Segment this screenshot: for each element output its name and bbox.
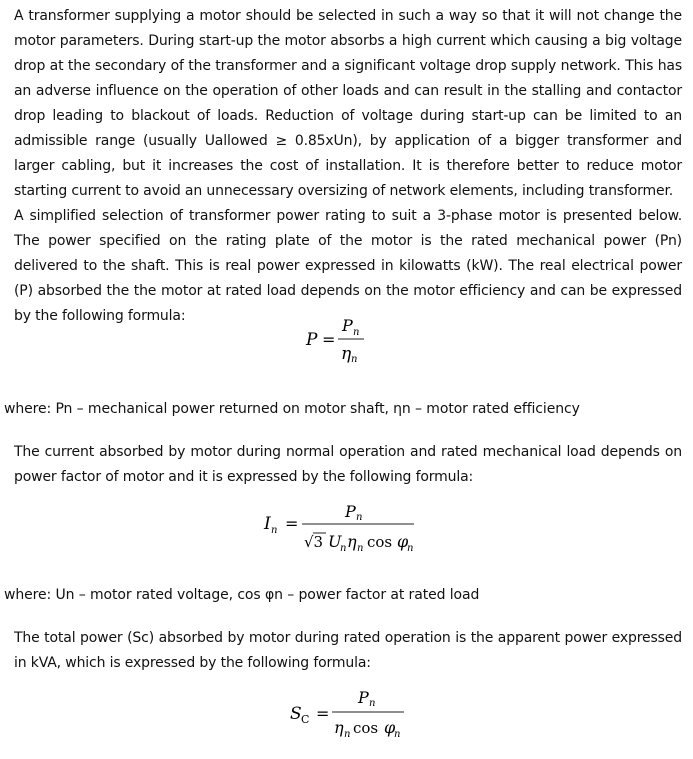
formula-lhs: S xyxy=(290,704,302,724)
formula-numerator: P xyxy=(345,502,356,521)
formula-phi-sub: n xyxy=(394,729,401,740)
where-definitions-2: where: Un – motor rated voltage, cos φn – power factor at rated load xyxy=(4,587,480,603)
formula-denominator-sub: n xyxy=(351,354,358,365)
paragraph-transformer-selection: A transformer supplying a motor should be selected in such a way so that it will not change the motor parameters. During start-up the motor absorbs a high current which causing a big voltage drop at the secondary of the transformer and a significant voltage drop supply network. This has an adverse influence on the operation of other loads and can result in the stalling and contactor drop leading to blackout of loads. Reduction of voltage during start-up can be limited to an admissible range (usually Uallowed ≥ 0.85xUn), by application of a bigger transformer and larger cabling, but it increases the cost of installation. It is therefore better to reduce motor starting current to avoid an unnecessary oversizing of network elements, including transformer. xyxy=(14,8,682,199)
formula-phi-sub: n xyxy=(407,543,414,554)
formula-cos: cos xyxy=(367,533,393,551)
formula-rated-current xyxy=(258,498,420,562)
paragraph-simplified-selection: A simplified selection of transformer power rating to suit a 3-phase motor is presented below. The power specified on the rating plate of the motor is the rated mechanical power (Pn) delivered to the shaft. This is real power expressed in kilowatts (kW). The real electrical power (P) absorbed the the motor at rated load depends on the motor efficiency and can be expressed by the following formula: xyxy=(14,208,682,324)
formula-numerator-sub: n xyxy=(356,512,363,523)
formula-efficiency: η xyxy=(347,532,357,551)
formula-electrical-power xyxy=(300,312,380,372)
formula-equals: = xyxy=(285,514,299,533)
paragraph-total-power: The total power (Sc) absorbed by motor during rated operation is the apparent power expressed in kVA, which is expressed by the following formula: xyxy=(14,630,682,671)
formula-voltage-sub: n xyxy=(340,543,347,554)
where-definitions-1: where: Pn – mechanical power returned on motor shaft, ηn – motor rated efficiency xyxy=(4,401,580,417)
formula-denominator: η xyxy=(341,344,352,364)
formula-equals: = xyxy=(322,330,336,349)
formula-apparent-power xyxy=(286,686,410,750)
formula-sqrt3: √3 xyxy=(304,533,324,551)
formula-apparent-power-svg xyxy=(286,686,410,746)
formula-phi: φ xyxy=(384,718,396,737)
formula-numerator-sub: n xyxy=(353,327,360,338)
paragraph-current-absorbed: The current absorbed by motor during normal operation and rated mechanical load depends on power factor of motor and it is expressed by the following formula: xyxy=(14,444,682,485)
formula-lhs-sub: C xyxy=(301,713,310,726)
formula-lhs: P xyxy=(306,330,318,350)
formula-cos: cos xyxy=(353,719,379,737)
formula-lhs: I xyxy=(264,514,271,534)
formula-numerator: P xyxy=(342,316,353,335)
formula-phi: φ xyxy=(397,532,409,551)
formula-rated-current-svg xyxy=(258,498,420,558)
formula-equals: = xyxy=(316,704,330,723)
formula-efficiency-sub: n xyxy=(357,543,364,554)
formula-efficiency-sub: n xyxy=(344,729,351,740)
formula-efficiency: η xyxy=(334,718,344,737)
formula-numerator-sub: n xyxy=(369,698,376,709)
formula-voltage: U xyxy=(328,532,342,551)
formula-numerator: P xyxy=(358,688,369,707)
formula-electrical-power-svg xyxy=(300,312,380,368)
formula-lhs-sub: n xyxy=(271,525,278,536)
